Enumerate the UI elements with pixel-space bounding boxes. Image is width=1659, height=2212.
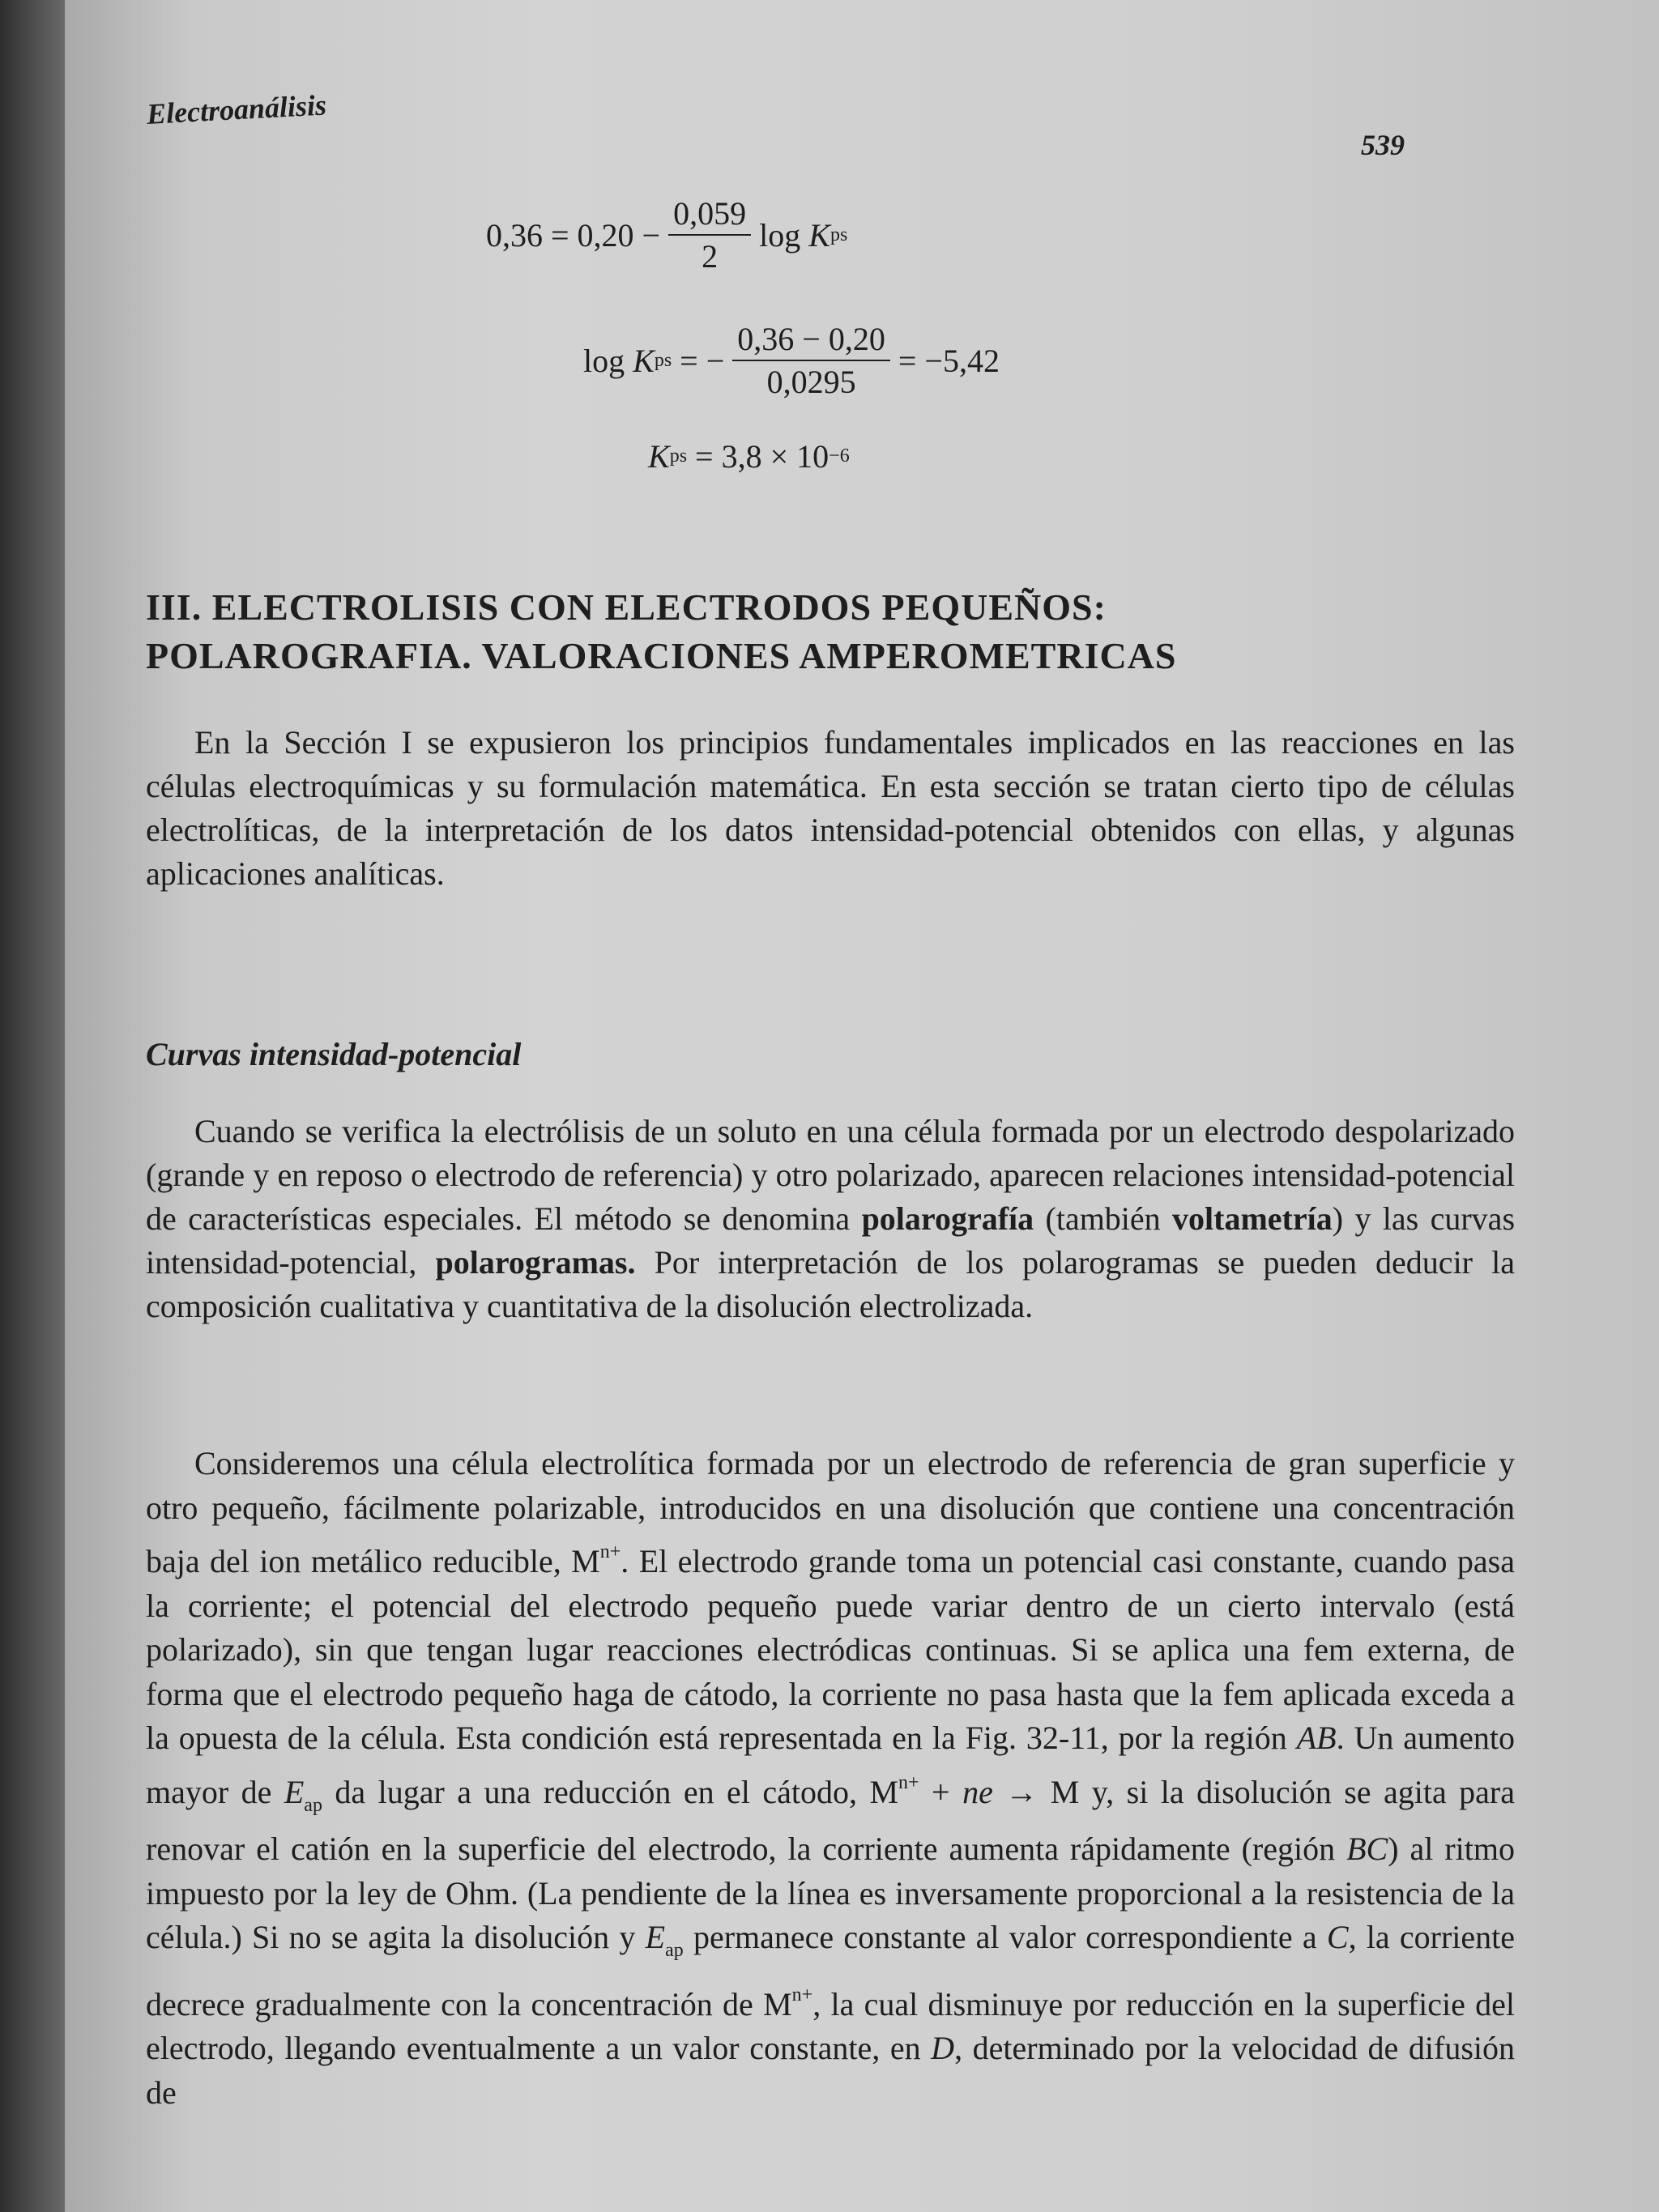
eq3-k: K bbox=[648, 438, 670, 475]
italic-term: E bbox=[645, 1919, 666, 1955]
text-run: → M y, si la disolución se agita para renovar el catión en la superficie del electrodo, la corriente aumenta rápidamente (región bbox=[146, 1773, 1516, 1867]
text-run: . Un aumento mayor de bbox=[146, 1720, 1516, 1810]
italic-term: D bbox=[931, 2030, 955, 2066]
italic-term: BC bbox=[1346, 1831, 1388, 1867]
text-run: ) al ritmo impuesto por la ley de Ohm. (La pendiente de la línea es inversamente proporcional a la resistencia de la célula.) Si no se agita la disolución y bbox=[146, 1831, 1515, 1955]
eq3-rhs: = 3,8 × 10 bbox=[695, 438, 830, 475]
eq2-fraction bbox=[732, 320, 890, 401]
text-run: Consideremos una célula electrolítica formada por un electrodo de referencia de gran superficie y otro pequeño, fácilmente polarizable, introducidos en una disolución que contiene una concentración baja del ion metálico reducible, M bbox=[146, 1445, 1515, 1579]
eq2-denominator: 0,0295 bbox=[766, 364, 856, 400]
page-number: 539 bbox=[1361, 129, 1405, 161]
equation-1 bbox=[486, 194, 847, 275]
section-heading bbox=[146, 583, 1523, 680]
eq2-k-sub: ps bbox=[654, 349, 672, 371]
eq1-k: K bbox=[808, 216, 830, 254]
section-heading-line-1: III. ELECTROLISIS CON ELECTRODOS PEQUEÑOS: bbox=[146, 586, 1107, 628]
eq2-k: K bbox=[633, 342, 655, 379]
italic-term: C bbox=[1326, 1919, 1349, 1955]
superscript: n+ bbox=[791, 1984, 813, 2005]
book-gutter bbox=[0, 0, 65, 2212]
italic-term: E bbox=[284, 1773, 305, 1810]
text-run: Cuando se verifica la electrólisis de un soluto en una célula formada por un electrodo despolarizado (grande y en reposo o electrodo de referencia) y otro polarizado, aparecen relaciones intensidad-potencial de características especiales. El método se denomina bbox=[146, 1113, 1515, 1237]
paragraph-celula bbox=[146, 1442, 1515, 2115]
eq1-fraction bbox=[668, 194, 751, 275]
eq2-mid: = − bbox=[680, 342, 725, 379]
eq3-exponent: −6 bbox=[829, 445, 850, 467]
eq2-log: log bbox=[583, 342, 625, 379]
text-run: , la cual disminuye por reducción en la superficie del electrodo, llegando eventualmente a un valor constante, en bbox=[146, 1985, 1515, 2066]
paragraph-polarografia bbox=[146, 1110, 1515, 1328]
text-run: (también bbox=[1034, 1200, 1173, 1237]
eq2-numerator: 0,36 − 0,20 bbox=[732, 320, 890, 361]
subscript: ap bbox=[665, 1940, 684, 1961]
eq3-k-sub: ps bbox=[669, 445, 688, 467]
book-page bbox=[65, 0, 1659, 2212]
subheading-curvas: Curvas intensidad-potencial bbox=[146, 1036, 522, 1072]
italic-term: ne bbox=[962, 1773, 993, 1810]
eq1-numerator: 0,059 bbox=[668, 194, 751, 236]
text-run: da lugar a una reducción en el cátodo, M bbox=[322, 1773, 899, 1810]
text-run: Por interpretación de los polarogramas se pueden deducir la composición cualitativa y cuantitativa de la disolución electrolizada. bbox=[146, 1244, 1515, 1324]
italic-term: AB bbox=[1296, 1720, 1337, 1756]
eq1-k-sub: ps bbox=[830, 224, 848, 245]
superscript: n+ bbox=[599, 1541, 621, 1562]
section-heading-line-2: POLAROGRAFIA. VALORACIONES AMPEROMETRICAS bbox=[146, 635, 1177, 676]
eq1-denominator: 2 bbox=[702, 238, 719, 275]
term-voltametria: voltametría bbox=[1172, 1200, 1333, 1237]
term-polarogramas: polarogramas. bbox=[435, 1244, 636, 1281]
subscript: ap bbox=[304, 1794, 322, 1816]
eq1-lhs: 0,36 = 0,20 − bbox=[486, 216, 661, 254]
eq1-log: log bbox=[759, 216, 801, 254]
term-polarografia: polarografía bbox=[861, 1200, 1034, 1237]
equation-2 bbox=[583, 320, 1000, 401]
text-run: , determinado por la velocidad de difusión de bbox=[146, 2030, 1516, 2111]
text-run: ) y las curvas intensidad-potencial, bbox=[146, 1200, 1516, 1281]
text-run: , la corriente decrece gradualmente con la concentración de M bbox=[146, 1919, 1516, 2022]
eq2-rhs: = −5,42 bbox=[898, 342, 1000, 379]
equation-3 bbox=[648, 437, 850, 475]
text-run: . El electrodo grande toma un potencial casi constante, cuando pasa la corriente; el potencial del electrodo pequeño puede variar dentro de un cierto intervalo (está polarizado), sin que tengan lugar reacciones electródicas continuas. Si se aplica una fem externa, de forma que el electrodo pequeño haga de cátodo, la corriente no pasa hasta que la fem aplicada exceda a la opuesta de la célula. Esta condición está representada en la Fig. 32-11, por la región bbox=[146, 1543, 1515, 1756]
text-run: permanece constante al valor correspondiente a bbox=[683, 1919, 1327, 1955]
paragraph-intro: En la Sección I se expusieron los principios fundamentales implicados en las reacciones en las células electroquímicas y su formulación matemática. En esta sección se tratan cierto tipo de células electrolíticas, de la interpretación de los datos intensidad-potencial obtenidos con ellas, y algunas aplicaciones analíticas. bbox=[146, 724, 1515, 892]
running-head: Electroanálisis bbox=[146, 88, 327, 130]
superscript: n+ bbox=[898, 1771, 919, 1793]
text-run: + bbox=[919, 1773, 963, 1810]
